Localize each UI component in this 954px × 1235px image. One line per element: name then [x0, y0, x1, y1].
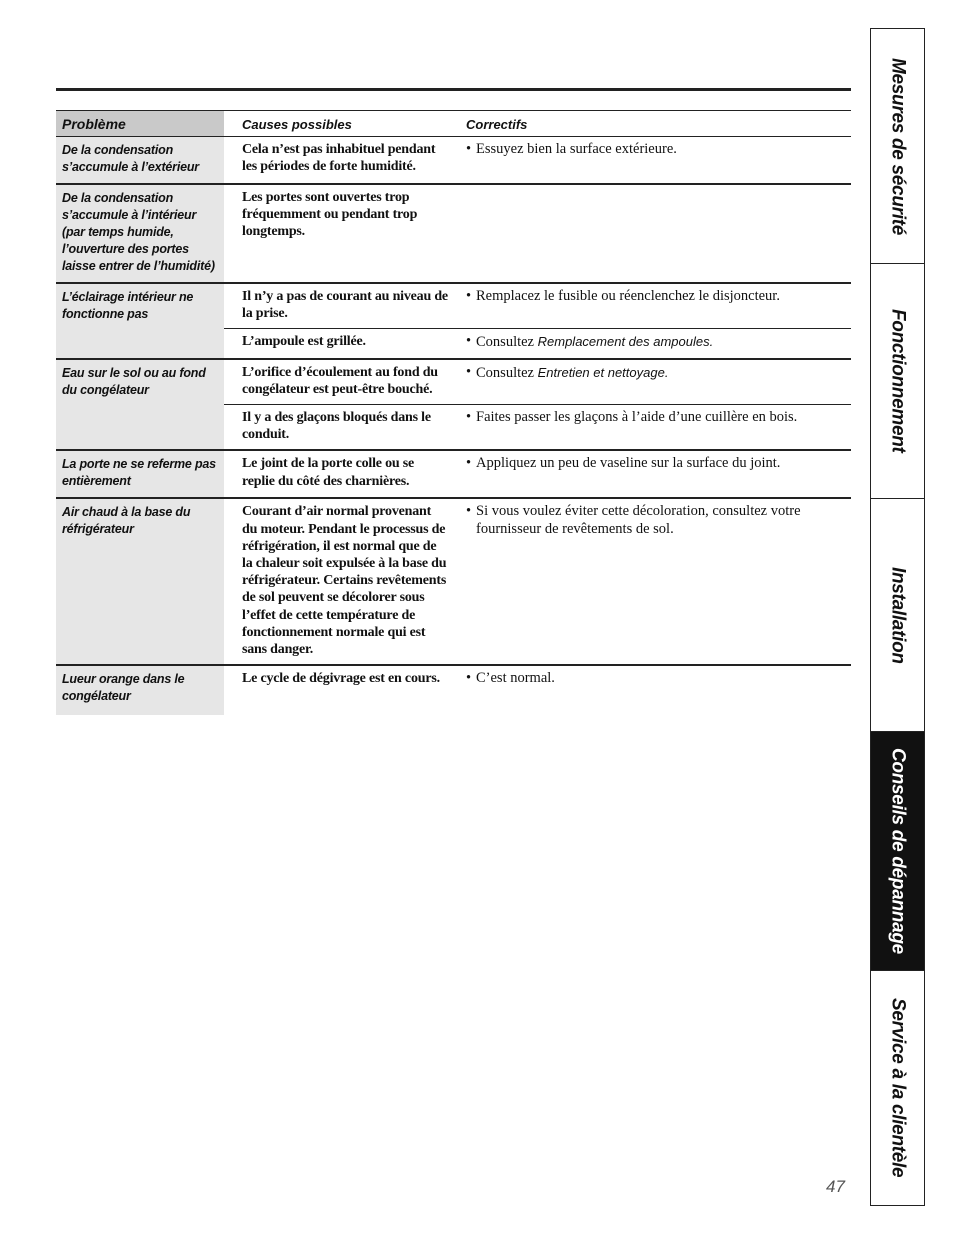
- fix-cell: [454, 184, 851, 283]
- fix-main-text: Faites passer les glaçons à l’aide d’une cuillère en bois.: [476, 409, 798, 426]
- fix-item: [466, 670, 845, 687]
- cause-cell: Cela n’est pas inhabituel pendant les périodes de forte humidité.: [242, 142, 436, 175]
- fix-item: [466, 288, 845, 305]
- section-tab[interactable]: [871, 732, 924, 971]
- fix-main-text: Si vous voulez éviter cette décoloration, consultez votre fournisseur de revêtements de sol.: [476, 503, 801, 537]
- fix-main-text: Remplacez le fusible ou réenclenchez le disjoncteur.: [476, 288, 780, 304]
- fix-reference: Entretien et nettoyage.: [537, 364, 669, 380]
- problem-cell: La porte ne se referme pas entièrement: [56, 450, 224, 498]
- section-tab-label: Installation: [887, 566, 909, 664]
- bullet-icon: •: [466, 141, 472, 157]
- header-fixes: Correctifs: [454, 111, 851, 137]
- cause-cell: Les portes sont ouvertes trop fréquemment ou pendant trop longtemps.: [224, 184, 454, 283]
- problem-cell: Air chaud à la base du réfrigérateur: [56, 498, 224, 665]
- section-tab[interactable]: [871, 499, 924, 732]
- bullet-icon: •: [466, 363, 472, 380]
- problem-cell: L’éclairage intérieur ne fonctionne pas: [56, 283, 224, 359]
- problem-cell: De la condensation s’accumule à l’extérieur: [56, 137, 224, 185]
- section-tabs: [870, 28, 925, 1206]
- fix-main-text: Appliquez un peu de vaseline sur la surface du joint.: [476, 455, 781, 472]
- table-row: [56, 184, 851, 283]
- table-row: [56, 665, 851, 715]
- fix-text: [476, 670, 555, 687]
- fix-main-text: C’est normal.: [476, 670, 555, 687]
- problem-cell: Eau sur le sol ou au fond du congélateur: [56, 359, 224, 451]
- section-tab-label: Service à la clientèle: [887, 998, 909, 1178]
- section-tab[interactable]: [871, 264, 924, 499]
- section-tab[interactable]: [871, 971, 924, 1205]
- cause-cell: Le cycle de dégivrage est en cours.: [224, 665, 454, 715]
- fix-text: [476, 455, 780, 472]
- fix-item: [466, 455, 845, 472]
- cause-cell: Il n’y a pas de courant au niveau de la prise.: [224, 283, 454, 329]
- table-row: [56, 498, 851, 665]
- fix-cell: [454, 665, 851, 715]
- fix-item: [466, 503, 845, 537]
- cause-cell: L’ampoule est grillée.: [224, 329, 454, 359]
- bullet-icon: •: [466, 333, 472, 350]
- bullet-icon: •: [466, 288, 472, 304]
- fix-text: [476, 288, 780, 305]
- fix-cell: [454, 405, 851, 451]
- bullet-icon: •: [466, 455, 472, 472]
- bullet-icon: •: [466, 670, 472, 687]
- troubleshooting-table: [56, 110, 851, 715]
- section-tab-label: Fonctionnement: [887, 309, 909, 453]
- section-tab-label: Conseils de dépannage: [887, 748, 909, 954]
- fix-cell: [454, 329, 851, 359]
- top-rule: [56, 88, 851, 91]
- problem-cell: Lueur orange dans le congélateur: [56, 665, 224, 715]
- fix-main-text: Consultez: [476, 334, 534, 351]
- bullet-icon: •: [466, 503, 472, 520]
- fix-text: [476, 333, 713, 351]
- fix-text: [476, 503, 845, 537]
- cause-cell: L’orifice d’écoulement au fond du congélateur est peut-être bouché.: [224, 359, 454, 405]
- section-tab-label: Mesures de sécurité: [887, 57, 909, 235]
- fix-cell: [454, 283, 851, 329]
- fix-main-text: Consultez: [476, 364, 534, 381]
- fix-cell: [454, 137, 851, 185]
- header-problem: Problème: [56, 111, 224, 137]
- bullet-icon: •: [466, 409, 472, 426]
- fix-item: [466, 364, 845, 382]
- table-row: [56, 283, 851, 329]
- table-row: [56, 450, 851, 498]
- header-causes: Causes possibles: [224, 111, 454, 137]
- fix-cell: [454, 498, 851, 665]
- fix-cell: [454, 450, 851, 498]
- section-tab[interactable]: [871, 29, 924, 264]
- fix-text: [476, 141, 677, 158]
- cause-cell: Il y a des glaçons bloqués dans le conduit.: [224, 405, 454, 451]
- problem-cell: De la condensation s’accumule à l’intérieur (par temps humide, l’ouverture des portes laisse entrer de l’humidité): [56, 184, 224, 283]
- table-row: [56, 137, 851, 185]
- cause-cell: Le joint de la porte colle ou se replie du côté des charnières.: [224, 450, 454, 498]
- fix-item: [466, 141, 845, 158]
- fix-item: [466, 333, 845, 351]
- fix-reference: Remplacement des ampoules.: [537, 334, 714, 350]
- fix-item: [466, 409, 845, 426]
- fix-main-text: Essuyez bien la surface extérieure.: [476, 141, 677, 157]
- page-number: 47: [826, 1177, 845, 1196]
- fix-text: [476, 364, 668, 382]
- table-row: [56, 359, 851, 405]
- table-header-row: [56, 111, 851, 137]
- fix-text: [476, 409, 797, 426]
- fix-cell: [454, 359, 851, 405]
- cause-cell: Courant d’air normal provenant du moteur. Pendant le processus de réfrigération, il est normal que de la chaleur soit expulsée à la base du réfrigérateur. Certains revêtements de sol peuvent se décolorer sous l’effet de cette température de fonctionnement normale qui est sans danger.: [224, 498, 454, 665]
- table-body: [56, 137, 851, 716]
